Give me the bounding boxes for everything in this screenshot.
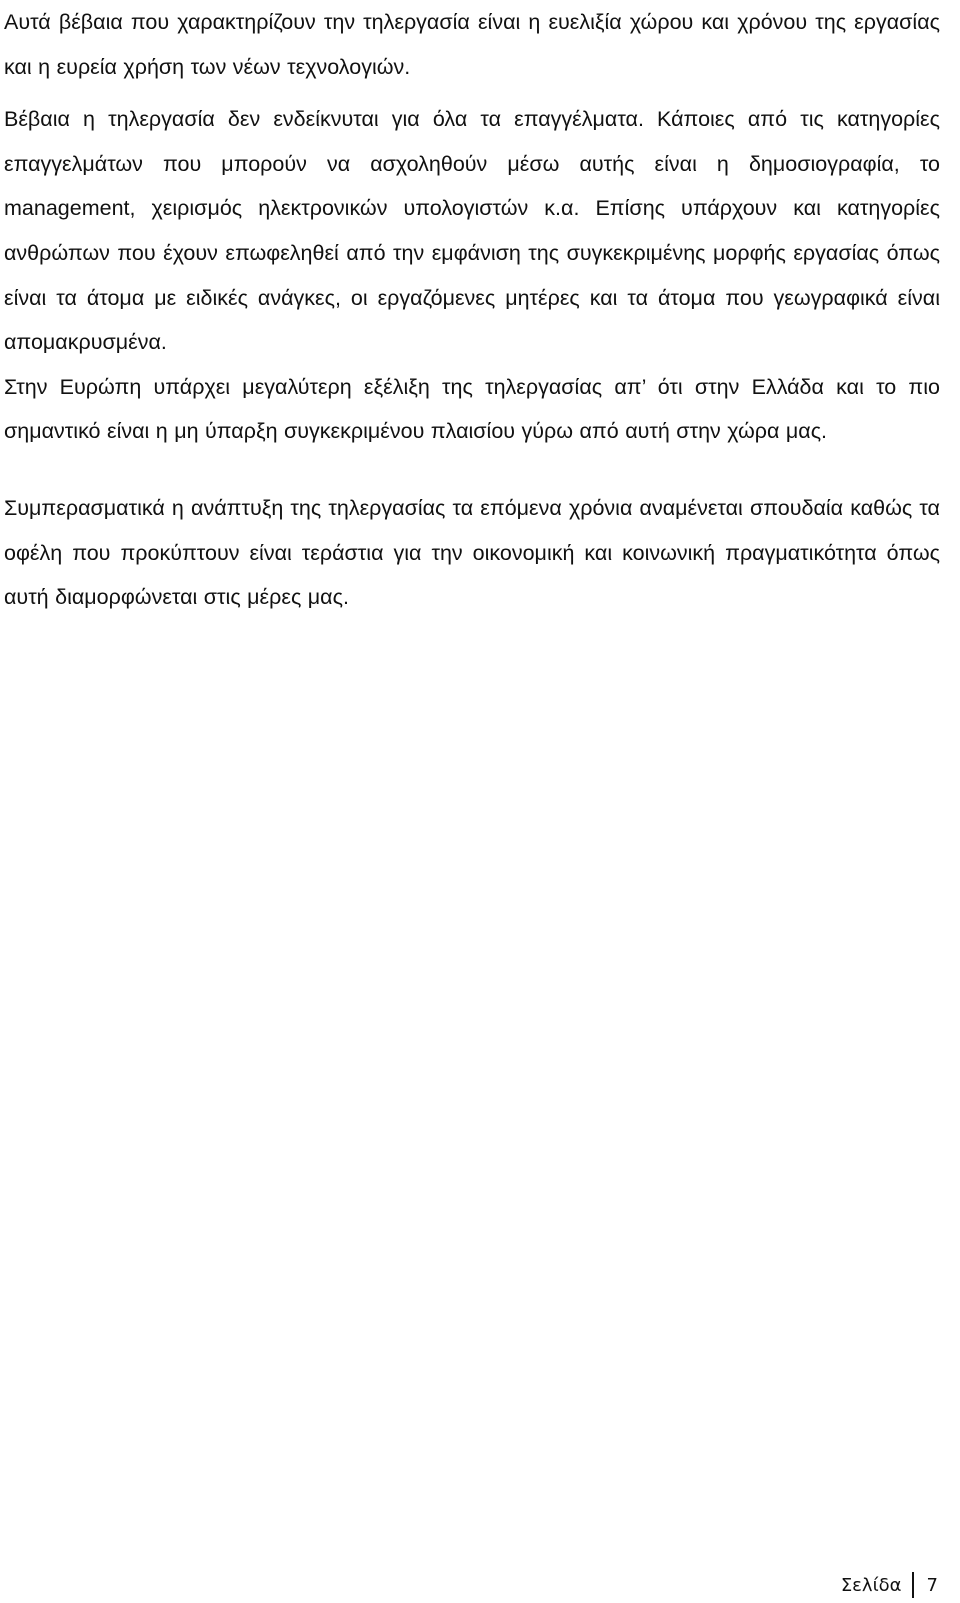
paragraph-professions: Βέβαια η τηλεργασία δεν ενδείκνυται για όλα τα επαγγέλματα. Κάποιες από τις κατηγορίες επαγγελμάτων που μπορούν να ασχοληθούν μέσω αυτής είναι η δημοσιογραφία, το management, χειρισμός ηλεκτρονικών υπολογιστών κ.α. Επίσης υπάρχουν και κατηγορίες ανθρώπων που έχουν επωφεληθεί από την εμφάνιση της συγκεκριμένης μορφής εργασίας όπως είναι τα άτομα με ειδικές ανάγκες, οι εργαζόμενες μητέρες και τα άτομα που γεωγραφικά είναι απομακρυσμένα.: [4, 107, 940, 355]
footer-separator: [912, 1572, 914, 1598]
page-number: 7: [926, 1574, 938, 1596]
document-page: [4, 0, 940, 620]
page-footer: [841, 1572, 938, 1598]
paragraph-flexibility: Αυτά βέβαια που χαρακτηρίζουν την τηλεργασία είναι η ευελιξία χώρου και χρόνου της εργασίας και η ευρεία χρήση των νέων τεχνολογιών.: [4, 10, 940, 79]
paragraph-europe: Στην Ευρώπη υπάρχει μεγαλύτερη εξέλιξη της τηλεργασίας απ’ ότι στην Ελλάδα και το πιο σημαντικό είναι η μη ύπαρξη συγκεκριμένου πλαισίου γύρω από αυτή στην χώρα μας.: [4, 374, 940, 444]
page-label: Σελίδα: [840, 1574, 902, 1596]
paragraph-conclusion: Συμπερασματικά η ανάπτυξη της τηλεργασίας τα επόμενα χρόνια αναμένεται σπουδαία καθώς τα οφέλη που προκύπτουν είναι τεράστια για την οικονομική και κοινωνική πραγματικότητα όπως αυτή διαμορφώνεται στις μέρες μας.: [4, 495, 940, 610]
